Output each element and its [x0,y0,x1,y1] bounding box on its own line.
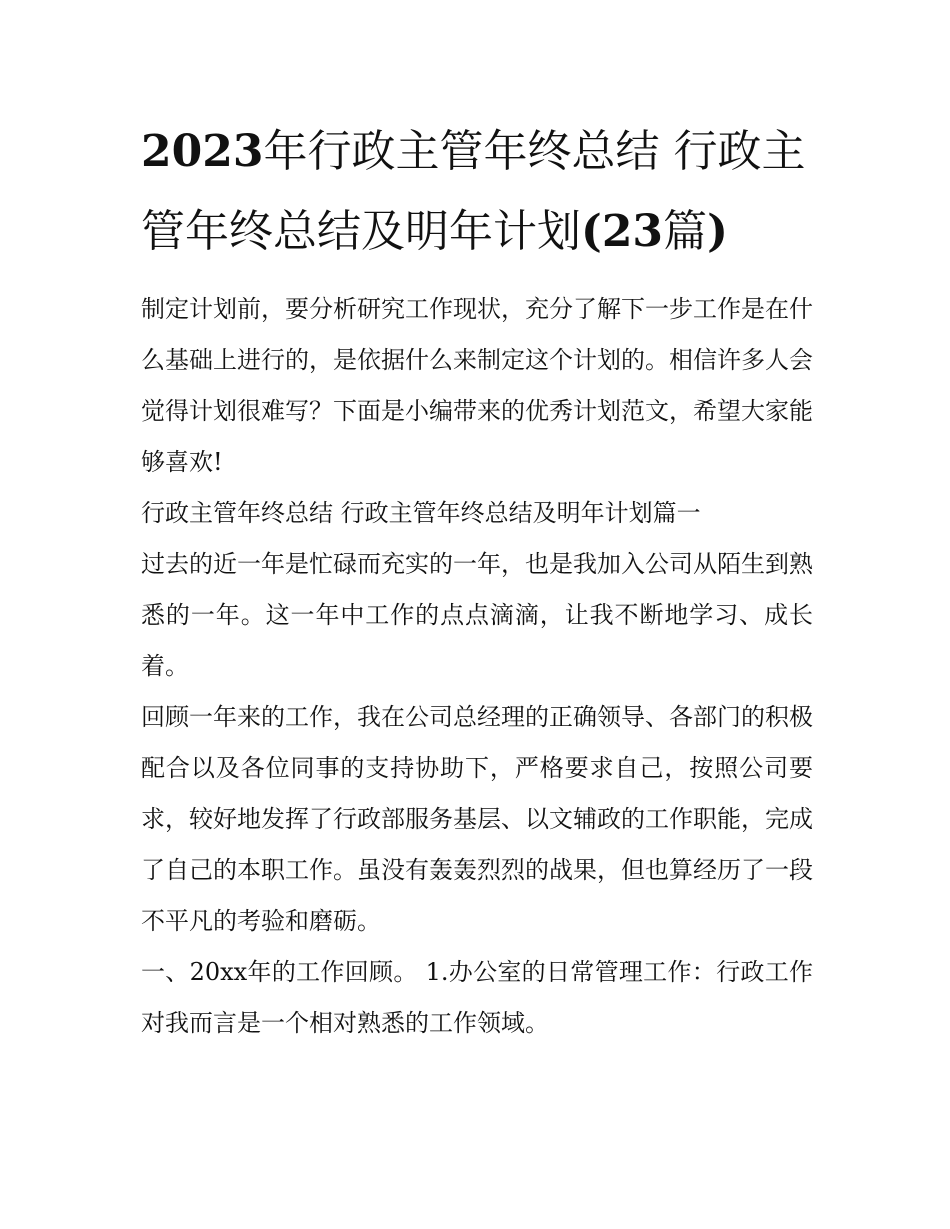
document-title: 2023年行政主管年终总结 行政主管年终总结及明年计划(23篇) [141,126,806,257]
section-heading: 行政主管年终总结 行政主管年终总结及明年计划篇一 [141,499,701,527]
document-body [141,112,813,1049]
body-paragraph-3: 一、20xx年的工作回顾。 1.办公室的日常管理工作：行政工作对我而言是一个相对熟悉的工作领域。 [141,958,813,1037]
body-paragraph-1: 过去的近一年是忙碌而充实的一年，也是我加入公司从陌生到熟悉的一年。这一年中工作的点点滴滴，让我不断地学习、成长着。 [141,550,813,680]
intro-paragraph: 制定计划前，要分析研究工作现状，充分了解下一步工作是在什么基础上进行的，是依据什么来制定这个计划的。相信许多人会觉得计划很难写？下面是小编带来的优秀计划范文，希望大家能够喜欢! [141,295,813,476]
body-paragraph-2: 回顾一年来的工作，我在公司总经理的正确领导、各部门的积极配合以及各位同事的支持协助下，严格要求自己，按照公司要求，较好地发挥了行政部服务基层、以文辅政的工作职能，完成了自己的本职工作。虽没有轰轰烈烈的战果，但也算经历了一段不平凡的考验和磨砺。 [141,703,813,935]
